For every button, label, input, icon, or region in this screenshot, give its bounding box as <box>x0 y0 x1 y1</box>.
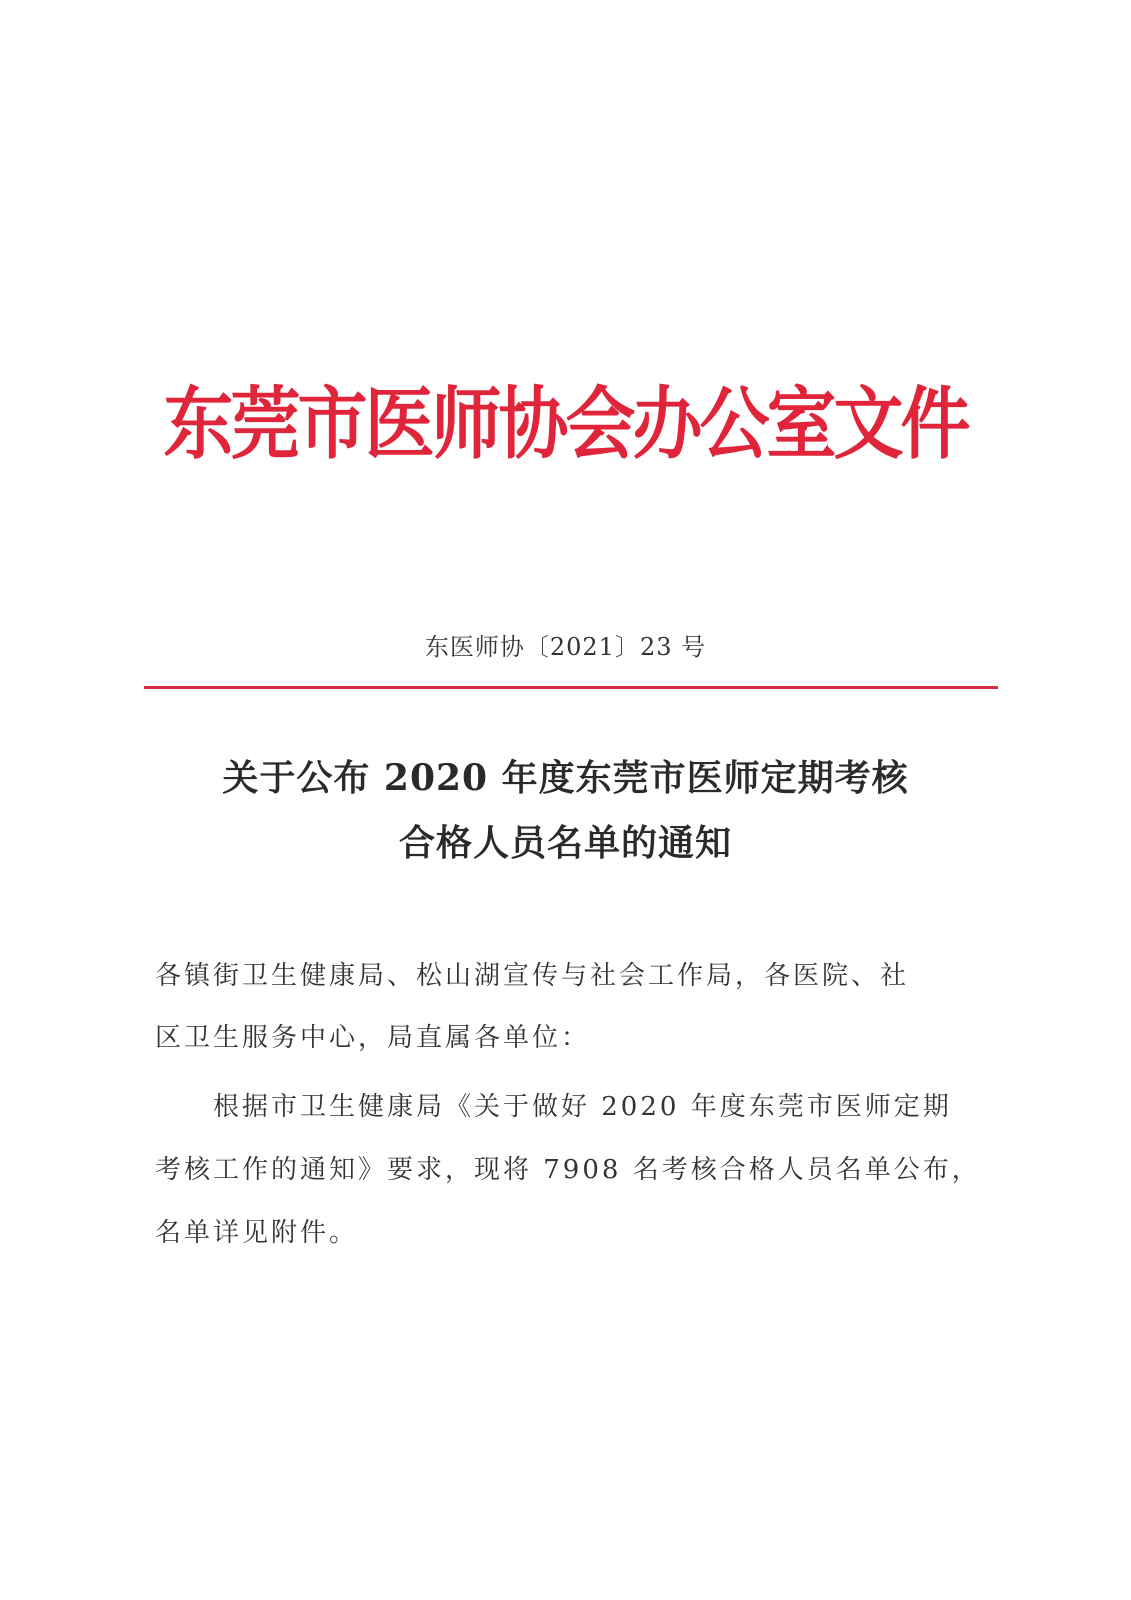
red-divider-line <box>144 686 998 689</box>
body-text-line-2: 区卫生服务中心，局直属各单位： <box>155 1023 591 1053</box>
notice-title-line-2: 合格人员名单的通知 <box>398 822 732 864</box>
document-number: 东医师协〔2021〕23 号 <box>424 633 707 661</box>
document-header-title: 东莞市医师协会办公室文件 <box>163 378 968 470</box>
body-text-line-3: 根据市卫生健康局《关于做好 2020 年度东莞市医师定期 <box>213 1092 952 1122</box>
body-text-line-5: 名单详见附件。 <box>155 1218 359 1248</box>
body-text-line-4: 考核工作的通知》要求，现将 7908 名考核合格人员名单公布， <box>155 1155 981 1185</box>
notice-title-line-1: 关于公布 2020 年度东莞市医师定期考核 <box>222 757 909 799</box>
body-text-line-1: 各镇街卫生健康局、松山湖宣传与社会工作局，各医院、社 <box>155 961 910 991</box>
